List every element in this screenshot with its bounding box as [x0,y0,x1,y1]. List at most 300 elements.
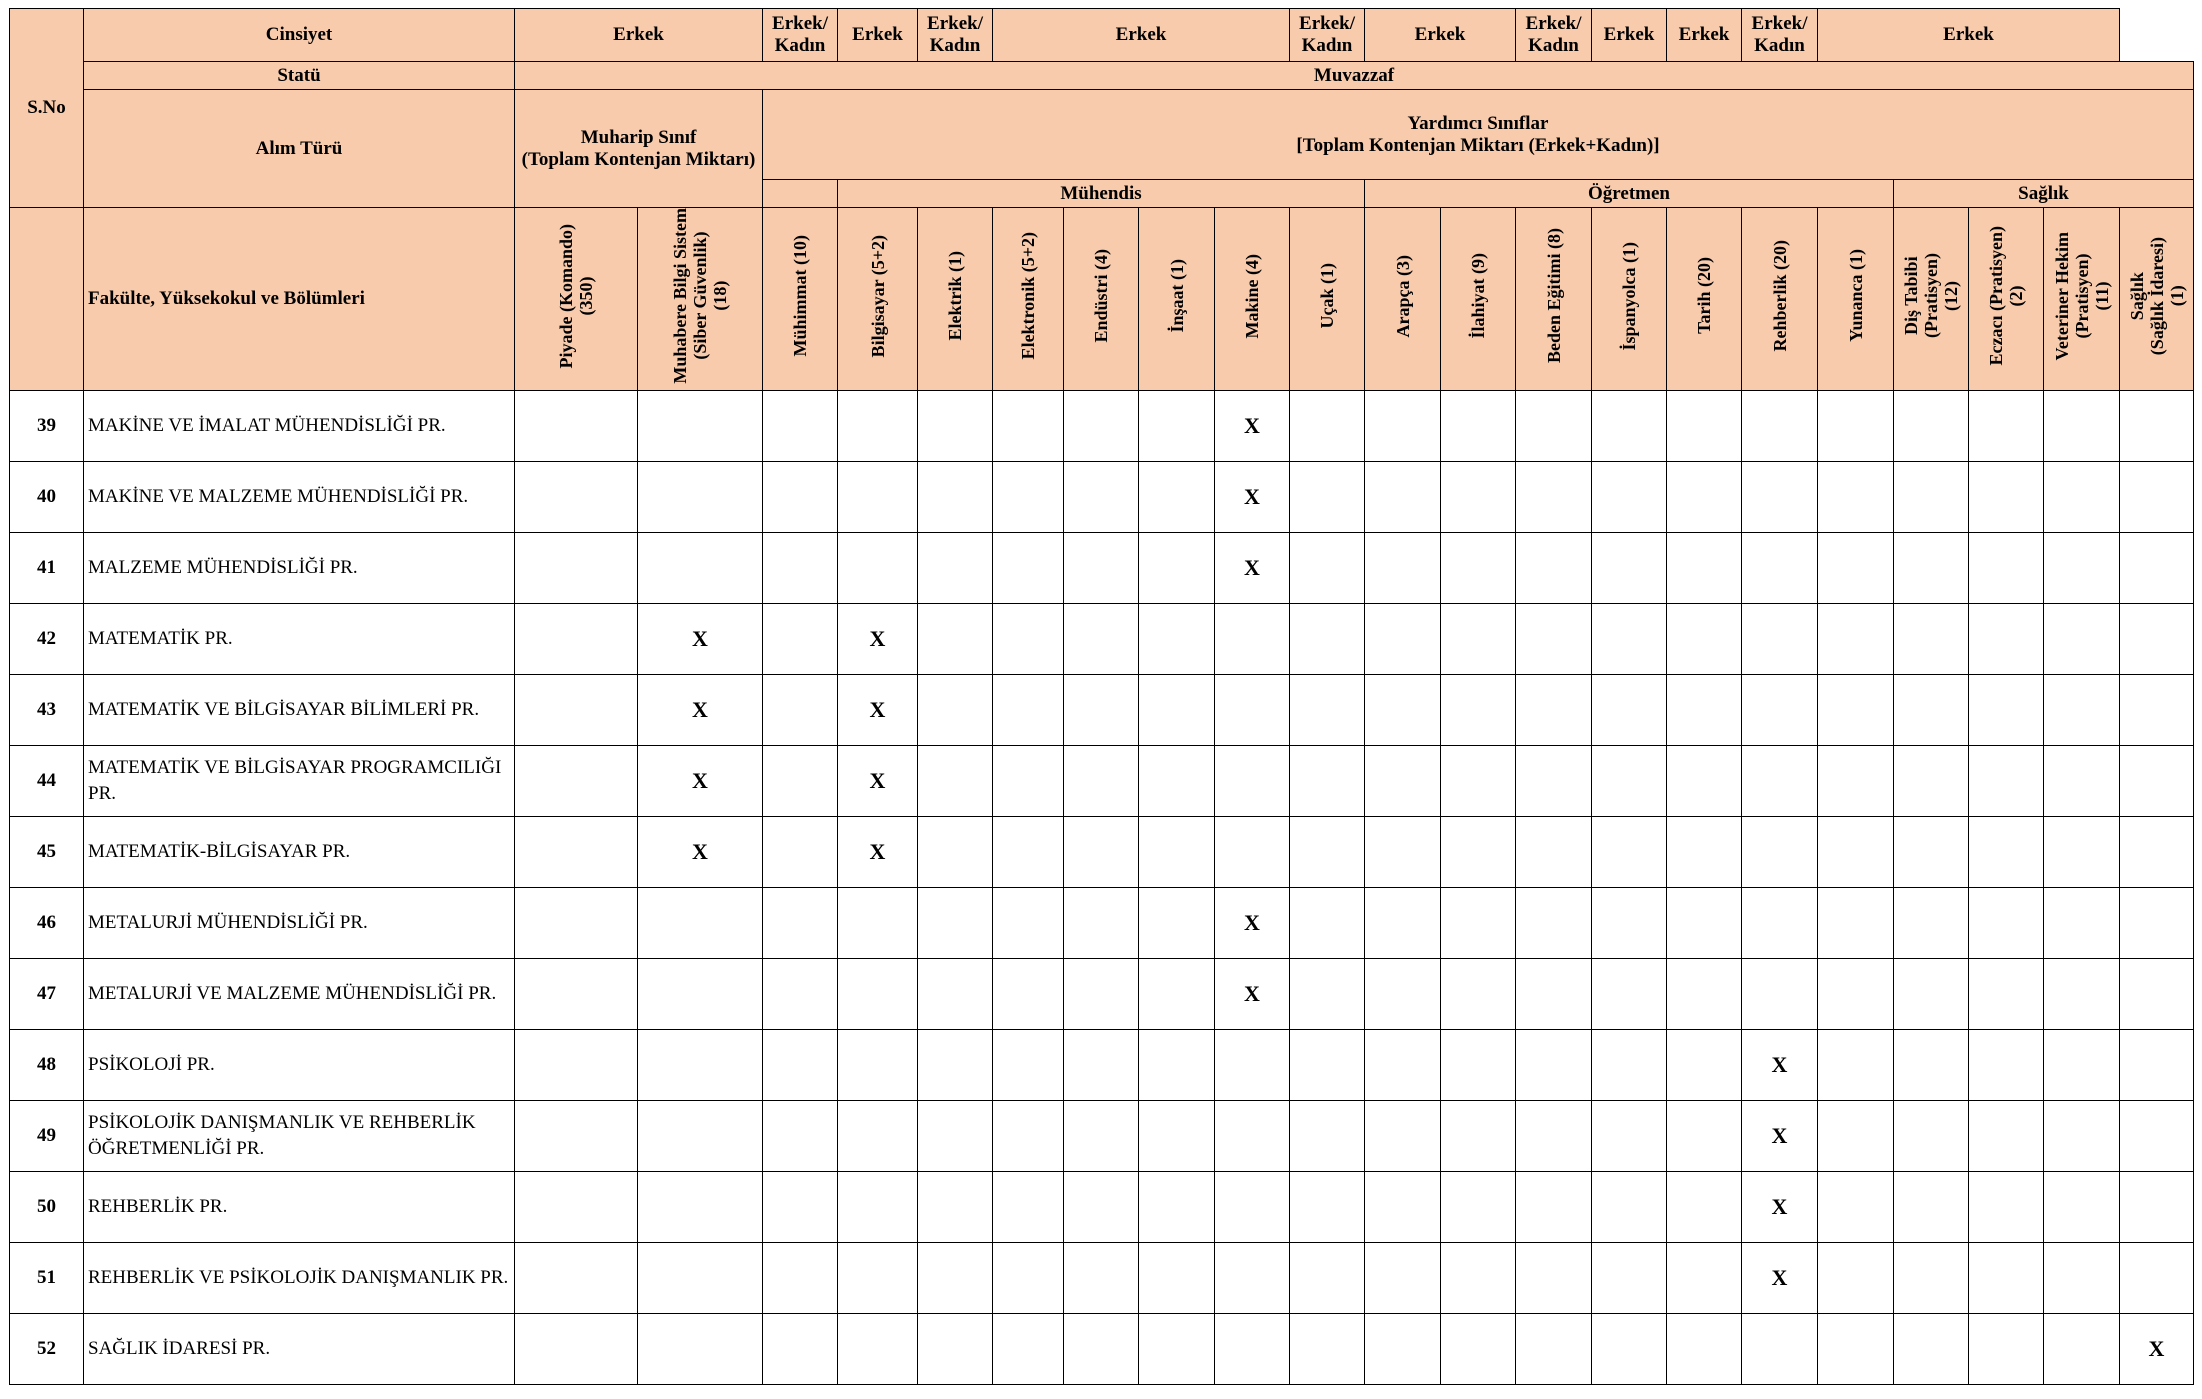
empty-cell [1441,532,1516,603]
empty-cell [2120,603,2194,674]
eligibility-mark: X [638,745,763,816]
empty-cell [1139,603,1215,674]
column-header-label: Uçak (1) [1317,263,1337,329]
empty-cell [1667,532,1742,603]
empty-cell [1290,674,1365,745]
empty-cell [638,1100,763,1171]
empty-cell [1441,1029,1516,1100]
empty-cell [1215,674,1290,745]
empty-cell [515,1313,638,1384]
empty-cell [1818,532,1894,603]
empty-cell [1818,1313,1894,1384]
empty-cell [2120,887,2194,958]
empty-cell [1290,958,1365,1029]
empty-cell [1667,887,1742,958]
empty-cell [993,816,1064,887]
empty-cell [1667,461,1742,532]
department-name: REHBERLİK VE PSİKOLOJİK DANIŞMANLIK PR. [84,1242,515,1313]
empty-cell [2044,1100,2120,1171]
empty-cell [1290,1029,1365,1100]
empty-cell [1215,1100,1290,1171]
empty-cell [993,674,1064,745]
empty-cell [1818,461,1894,532]
empty-cell [918,461,993,532]
empty-cell [1742,1313,1818,1384]
empty-cell [1064,532,1139,603]
empty-cell [1969,1029,2044,1100]
empty-cell [1894,887,1969,958]
empty-cell [1064,958,1139,1029]
empty-cell [1818,1029,1894,1100]
empty-cell [1742,674,1818,745]
department-name: REHBERLİK PR. [84,1171,515,1242]
column-header [2044,208,2120,391]
empty-cell [1365,958,1441,1029]
empty-cell [638,887,763,958]
empty-cell [1667,745,1742,816]
empty-cell [1592,1171,1667,1242]
column-header [1742,208,1818,391]
empty-cell [1139,958,1215,1029]
empty-cell [1592,390,1667,461]
row-number: 41 [10,532,84,603]
empty-cell [1064,1242,1139,1313]
eligibility-mark: X [838,745,918,816]
empty-cell [993,1029,1064,1100]
row-number: 45 [10,816,84,887]
table-row [10,816,2194,887]
column-header [1064,208,1139,391]
gender-cell: Erkek [993,9,1290,62]
column-header [1365,208,1441,391]
empty-cell [1894,1029,1969,1100]
empty-cell [993,532,1064,603]
empty-cell [1894,745,1969,816]
column-header [993,208,1064,391]
table-row [10,674,2194,745]
empty-cell [1894,603,1969,674]
table-row [10,745,2194,816]
empty-cell [2120,390,2194,461]
empty-cell [918,390,993,461]
table-row [10,958,2194,1029]
empty-cell [1667,1029,1742,1100]
department-name: MATEMATİK VE BİLGİSAYAR BİLİMLERİ PR. [84,674,515,745]
column-header [1139,208,1215,391]
empty-cell [2120,816,2194,887]
empty-cell [638,461,763,532]
column-header [1818,208,1894,391]
column-header-label: Mühimmat (10) [790,235,810,357]
department-name: MALZEME MÜHENDİSLİĞİ PR. [84,532,515,603]
empty-cell [1894,1100,1969,1171]
empty-cell [1969,1100,2044,1171]
empty-cell [1441,1313,1516,1384]
empty-cell [2044,390,2120,461]
muhendis-header: Mühendis [838,180,1365,208]
row-number: 44 [10,745,84,816]
column-header [1441,208,1516,391]
empty-cell [515,745,638,816]
empty-cell [1139,461,1215,532]
empty-cell [1365,1100,1441,1171]
empty-cell [1139,745,1215,816]
empty-cell [1215,1242,1290,1313]
row-number: 42 [10,603,84,674]
empty-cell [2044,887,2120,958]
empty-cell [2044,532,2120,603]
empty-cell [763,603,838,674]
empty-cell [515,816,638,887]
empty-cell [1592,958,1667,1029]
gender-cell: Erkek/ Kadın [918,9,993,62]
empty-cell [763,390,838,461]
column-header-label: Bilgisayar (5+2) [867,234,888,358]
empty-cell [993,887,1064,958]
row-number: 52 [10,1313,84,1384]
column-header-label: Yunanca (1) [1845,249,1866,343]
yardimci-spacer [763,180,838,208]
empty-cell [1064,1313,1139,1384]
empty-cell [2120,1029,2194,1100]
row-number: 48 [10,1029,84,1100]
department-name: PSİKOLOJİK DANIŞMANLIK VE REHBERLİK ÖĞRETMENLİĞİ PR. [84,1100,515,1171]
empty-cell [1818,674,1894,745]
empty-cell [1365,1242,1441,1313]
gender-cell: Erkek/ Kadın [763,9,838,62]
empty-cell [2120,1171,2194,1242]
empty-cell [1365,603,1441,674]
empty-cell [763,1029,838,1100]
empty-cell [918,887,993,958]
empty-cell [1139,390,1215,461]
empty-cell [515,674,638,745]
column-header-label: Tarih (20) [1694,257,1714,335]
empty-cell [1818,887,1894,958]
empty-cell [1365,816,1441,887]
empty-cell [1064,461,1139,532]
empty-cell [1290,532,1365,603]
empty-cell [515,958,638,1029]
department-name: SAĞLIK İDARESİ PR. [84,1313,515,1384]
empty-cell [1667,674,1742,745]
empty-cell [763,674,838,745]
empty-cell [918,1029,993,1100]
column-header-label: Piyade (Komando) (350) [556,223,596,369]
empty-cell [638,390,763,461]
eligibility-mark: X [638,674,763,745]
row-number: 40 [10,461,84,532]
gender-cell: Erkek [1592,9,1667,62]
empty-cell [1215,603,1290,674]
column-header-label: Veteriner Hekim (Pratisyen) (11) [2051,231,2112,361]
column-header [838,208,918,391]
empty-cell [1215,1171,1290,1242]
department-name: METALURJİ MÜHENDİSLİĞİ PR. [84,887,515,958]
empty-cell [1894,1171,1969,1242]
empty-cell [918,1242,993,1313]
empty-cell [1894,816,1969,887]
empty-cell [2120,461,2194,532]
empty-cell [638,532,763,603]
empty-cell [1818,603,1894,674]
column-header-label: İnşaat (1) [1166,259,1187,333]
empty-cell [1215,1029,1290,1100]
empty-cell [1064,674,1139,745]
empty-cell [1742,745,1818,816]
empty-cell [515,1242,638,1313]
empty-cell [1064,816,1139,887]
gender-cell: Erkek/ Kadın [1742,9,1818,62]
alim-turu-label: Alım Türü [84,90,515,208]
empty-cell [1365,1171,1441,1242]
empty-cell [763,1100,838,1171]
empty-cell [1290,390,1365,461]
empty-cell [1818,816,1894,887]
empty-cell [1365,887,1441,958]
department-name: METALURJİ VE MALZEME MÜHENDİSLİĞİ PR. [84,958,515,1029]
empty-cell [1064,603,1139,674]
column-header [1667,208,1742,391]
empty-cell [993,1313,1064,1384]
empty-cell [1969,1171,2044,1242]
empty-cell [1516,1242,1592,1313]
empty-cell [1592,745,1667,816]
row-number: 46 [10,887,84,958]
empty-cell [1441,887,1516,958]
empty-cell [1290,1171,1365,1242]
empty-cell [1818,390,1894,461]
empty-cell [1215,745,1290,816]
empty-cell [1139,887,1215,958]
empty-cell [638,1029,763,1100]
empty-cell [1064,1171,1139,1242]
empty-cell [838,887,918,958]
empty-cell [1290,1313,1365,1384]
empty-cell [1290,1242,1365,1313]
department-name: MATEMATİK-BİLGİSAYAR PR. [84,816,515,887]
table-row [10,1100,2194,1171]
eligibility-mark: X [1742,1100,1818,1171]
empty-cell [515,1171,638,1242]
empty-cell [1894,1313,1969,1384]
empty-cell [763,461,838,532]
empty-cell [1365,532,1441,603]
table-row [10,1242,2194,1313]
empty-cell [1969,887,2044,958]
eligibility-mark: X [2120,1313,2194,1384]
empty-cell [838,461,918,532]
eligibility-mark: X [1215,461,1290,532]
gender-cell: Erkek [1667,9,1742,62]
empty-cell [1969,603,2044,674]
empty-cell [1516,1313,1592,1384]
empty-cell [2044,1313,2120,1384]
table-row [10,603,2194,674]
empty-cell [1516,1029,1592,1100]
eligibility-mark: X [1215,887,1290,958]
empty-cell [918,532,993,603]
empty-cell [1818,1171,1894,1242]
yardimci-header: Yardımcı Sınıflar [Toplam Kontenjan Miktarı (Erkek+Kadın)] [763,90,2194,180]
empty-cell [1592,1313,1667,1384]
table-row [10,1313,2194,1384]
empty-cell [1365,461,1441,532]
empty-cell [1441,461,1516,532]
gender-cell: Erkek/ Kadın [1290,9,1365,62]
empty-cell [2044,816,2120,887]
cinsiyet-label: Cinsiyet [84,9,515,62]
empty-cell [918,745,993,816]
empty-cell [1742,390,1818,461]
empty-cell [1441,1100,1516,1171]
empty-cell [1818,1242,1894,1313]
empty-cell [1667,390,1742,461]
column-header [918,208,993,391]
empty-cell [1969,1242,2044,1313]
empty-cell [1290,1100,1365,1171]
empty-cell [1064,1029,1139,1100]
column-header-label: Eczacı (Pratisyen) (2) [1986,226,2026,366]
eligibility-mark: X [1215,958,1290,1029]
empty-cell [2120,958,2194,1029]
saglik-header: Sağlık [1894,180,2194,208]
empty-cell [2120,674,2194,745]
empty-cell [1516,674,1592,745]
row-number: 47 [10,958,84,1029]
muharip-header: Muharip Sınıf (Toplam Kontenjan Miktarı) [515,90,763,208]
empty-cell [1064,887,1139,958]
eligibility-mark: X [1742,1029,1818,1100]
empty-cell [1290,461,1365,532]
empty-cell [1441,1171,1516,1242]
empty-cell [993,390,1064,461]
empty-cell [1139,1171,1215,1242]
statu-value: Muvazzaf [515,62,2194,90]
empty-cell [1818,745,1894,816]
empty-cell [2044,958,2120,1029]
empty-cell [1667,603,1742,674]
empty-cell [1441,674,1516,745]
column-header [638,208,763,391]
column-header-label: Sağlık (Sağlık İdaresi) (1) [2126,236,2187,355]
empty-cell [918,1171,993,1242]
empty-cell [1592,603,1667,674]
empty-cell [1064,390,1139,461]
empty-cell [1969,958,2044,1029]
statu-label: Statü [84,62,515,90]
empty-cell [763,816,838,887]
empty-cell [763,1313,838,1384]
empty-cell [638,1313,763,1384]
empty-cell [1969,745,2044,816]
column-header-label: Endüstri (4) [1091,249,1111,343]
empty-cell [1667,1100,1742,1171]
table-row [10,532,2194,603]
empty-cell [1667,1313,1742,1384]
sno-header: S.No [10,9,84,208]
eligibility-mark: X [838,674,918,745]
table-row [10,1029,2194,1100]
empty-cell [763,1171,838,1242]
empty-cell [1592,461,1667,532]
empty-cell [918,1100,993,1171]
row-number: 39 [10,390,84,461]
empty-cell [1969,532,2044,603]
empty-cell [1894,958,1969,1029]
empty-cell [1969,816,2044,887]
empty-cell [1139,1100,1215,1171]
empty-cell [838,1100,918,1171]
empty-cell [1667,1171,1742,1242]
empty-cell [1667,1242,1742,1313]
department-name: PSİKOLOJİ PR. [84,1029,515,1100]
empty-cell [993,958,1064,1029]
empty-cell [1516,816,1592,887]
table-row [10,887,2194,958]
empty-cell [1818,1100,1894,1171]
ogretmen-header: Öğretmen [1365,180,1894,208]
column-header-label: Diş Tabibi (Pratisyen) (12) [1901,253,1961,339]
empty-cell [1365,1313,1441,1384]
column-header [2120,208,2194,391]
empty-cell [1742,603,1818,674]
empty-cell [2120,1100,2194,1171]
column-header [1894,208,1969,391]
empty-cell [838,1029,918,1100]
empty-cell [1441,816,1516,887]
gender-cell: Erkek [515,9,763,62]
gender-cell: Erkek [838,9,918,62]
table-row [10,461,2194,532]
eligibility-mark: X [638,816,763,887]
empty-cell [1365,674,1441,745]
empty-cell [1894,461,1969,532]
empty-cell [993,1100,1064,1171]
empty-cell [1516,532,1592,603]
column-header-label: Muhabere Bilgi Sistem (Siber Güvenlik) (18) [670,208,730,384]
empty-cell [993,1242,1064,1313]
empty-cell [1592,816,1667,887]
column-header-label: Rehberlik (20) [1769,240,1790,352]
sno-spacer [10,208,84,391]
empty-cell [763,958,838,1029]
column-header [1215,208,1290,391]
empty-cell [1969,1313,2044,1384]
empty-cell [1290,887,1365,958]
empty-cell [638,1171,763,1242]
eligibility-mark: X [1215,532,1290,603]
empty-cell [1441,1242,1516,1313]
empty-cell [1516,390,1592,461]
empty-cell [918,674,993,745]
empty-cell [515,532,638,603]
empty-cell [1365,745,1441,816]
empty-cell [1215,1313,1290,1384]
empty-cell [763,887,838,958]
empty-cell [1290,816,1365,887]
empty-cell [1441,390,1516,461]
table-row [10,1171,2194,1242]
empty-cell [2120,745,2194,816]
empty-cell [638,1242,763,1313]
empty-cell [1139,532,1215,603]
empty-cell [1516,745,1592,816]
empty-cell [1592,1100,1667,1171]
column-header-label: Arapça (3) [1392,254,1413,338]
empty-cell [515,887,638,958]
empty-cell [1139,816,1215,887]
